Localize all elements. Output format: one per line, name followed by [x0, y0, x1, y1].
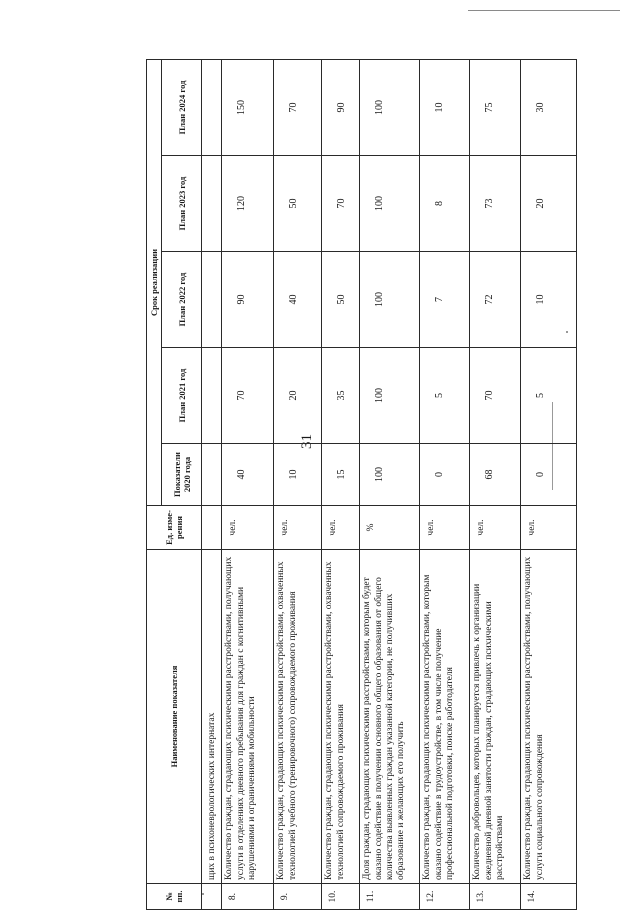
value-2022: 100: [360, 252, 420, 348]
indicator-table-rotated: [146, 60, 547, 910]
value-2020: 10: [274, 444, 322, 506]
value-2020: 100: [360, 444, 420, 506]
col-header-2021: План 2021 год: [162, 348, 202, 444]
value-2020: 0: [420, 444, 470, 506]
col-header-no: № пп.: [147, 884, 202, 910]
value-2022: 7: [420, 252, 470, 348]
unit: %: [360, 506, 420, 550]
indicator-name: Количество граждан, страдающих психическими расстройствами, охваченных технологией сопровождаемого проживания: [322, 550, 360, 884]
value-2022: 72: [470, 252, 521, 348]
unit: чел.: [274, 506, 322, 550]
value-2024: 70: [274, 59, 322, 155]
value-2024: 10: [420, 59, 470, 155]
table-row: [420, 59, 470, 909]
value-2023: 50: [274, 156, 322, 252]
col-header-unit: Ед. изме-рения: [147, 506, 202, 550]
value-2023: 100: [360, 156, 420, 252]
col-header-2022: План 2022 год: [162, 252, 202, 348]
value-2024: 150: [222, 59, 274, 155]
row-number: 14.: [521, 884, 577, 910]
value-2021: 5: [420, 348, 470, 444]
row-number: 10.: [322, 884, 360, 910]
row-number: 11.: [360, 884, 420, 910]
row-number: 13.: [470, 884, 521, 910]
value-2024: 75: [470, 59, 521, 155]
unit: чел.: [322, 506, 360, 550]
value-2023: 8: [420, 156, 470, 252]
value-2023: 20: [521, 156, 577, 252]
value-2022: 90: [222, 252, 274, 348]
continuation-text: щих в психоневрологических интернатах: [202, 550, 222, 884]
row-number: 9.: [274, 884, 322, 910]
value-2020: 15: [322, 444, 360, 506]
value-2022: 50: [322, 252, 360, 348]
indicator-name: Количество граждан, страдающих психическими расстройствами, которым оказано содействие в трудоустройстве, в том числе получение профессиональной подготовки, поиске работодателя: [420, 550, 470, 884]
table-row: [322, 59, 360, 909]
row-number: 12.: [420, 884, 470, 910]
value-2024: 100: [360, 59, 420, 155]
table-row-continuation: [202, 59, 222, 909]
table-row: [470, 59, 521, 909]
col-header-2024: План 2024 год: [162, 59, 202, 155]
value-2021: 100: [360, 348, 420, 444]
indicator-name: Количество граждан, страдающих психическими расстройствами, получающих услуги социального сопровождения: [521, 550, 577, 884]
value-2023: 70: [322, 156, 360, 252]
indicator-name: Количество граждан, страдающих психическими расстройствами, охваченных технологией учебного (тренировочного) сопровождаемого проживания: [274, 550, 322, 884]
unit: чел.: [521, 506, 577, 550]
table-row: [222, 59, 274, 909]
value-2023: 120: [222, 156, 274, 252]
value-2021: 35: [322, 348, 360, 444]
value-2023: 73: [470, 156, 521, 252]
col-header-period: Срок реализации: [147, 59, 162, 505]
indicator-name: Количество граждан, страдающих психическими расстройствами, получающих услуги в отделениях дневного пребывания для граждан с когнитивными нарушениями и ограничениями мобильности: [222, 550, 274, 884]
value-2020: 68: [470, 444, 521, 506]
value-2021: 70: [470, 348, 521, 444]
indicator-table: [146, 59, 577, 910]
value-2020: 0: [521, 444, 577, 506]
value-2024: 90: [322, 59, 360, 155]
unit: чел.: [420, 506, 470, 550]
indicator-name: Количество добровольцев, которых планируется привлечь к организации ежедневной дневной занятости граждан, страдающих психическими расстройствами: [470, 550, 521, 884]
unit: чел.: [222, 506, 274, 550]
page-number: 31: [299, 434, 315, 449]
value-2022: 10: [521, 252, 577, 348]
col-header-name: Наименование показателя: [147, 550, 202, 884]
table-row: [521, 59, 577, 909]
value-2021: 5: [521, 348, 577, 444]
value-2024: 30: [521, 59, 577, 155]
indicator-name: Доля граждан, страдающих психическими расстройствами, которым будет оказано содействие в получении основного общего образования от общего количества выявленных граждан указанной категории, не получивших образование и желающих его получить: [360, 550, 420, 884]
scan-artifact-line: [468, 10, 620, 11]
value-2020: 40: [222, 444, 274, 506]
value-2022: 40: [274, 252, 322, 348]
unit: чел.: [470, 506, 521, 550]
value-2021: 20: [274, 348, 322, 444]
row-number: 8.: [222, 884, 274, 910]
value-2021: 70: [222, 348, 274, 444]
table-row: [274, 59, 322, 909]
col-header-2023: План 2023 год: [162, 156, 202, 252]
col-header-2020: Показатели 2020 года: [162, 444, 202, 506]
table-row: [360, 59, 420, 909]
